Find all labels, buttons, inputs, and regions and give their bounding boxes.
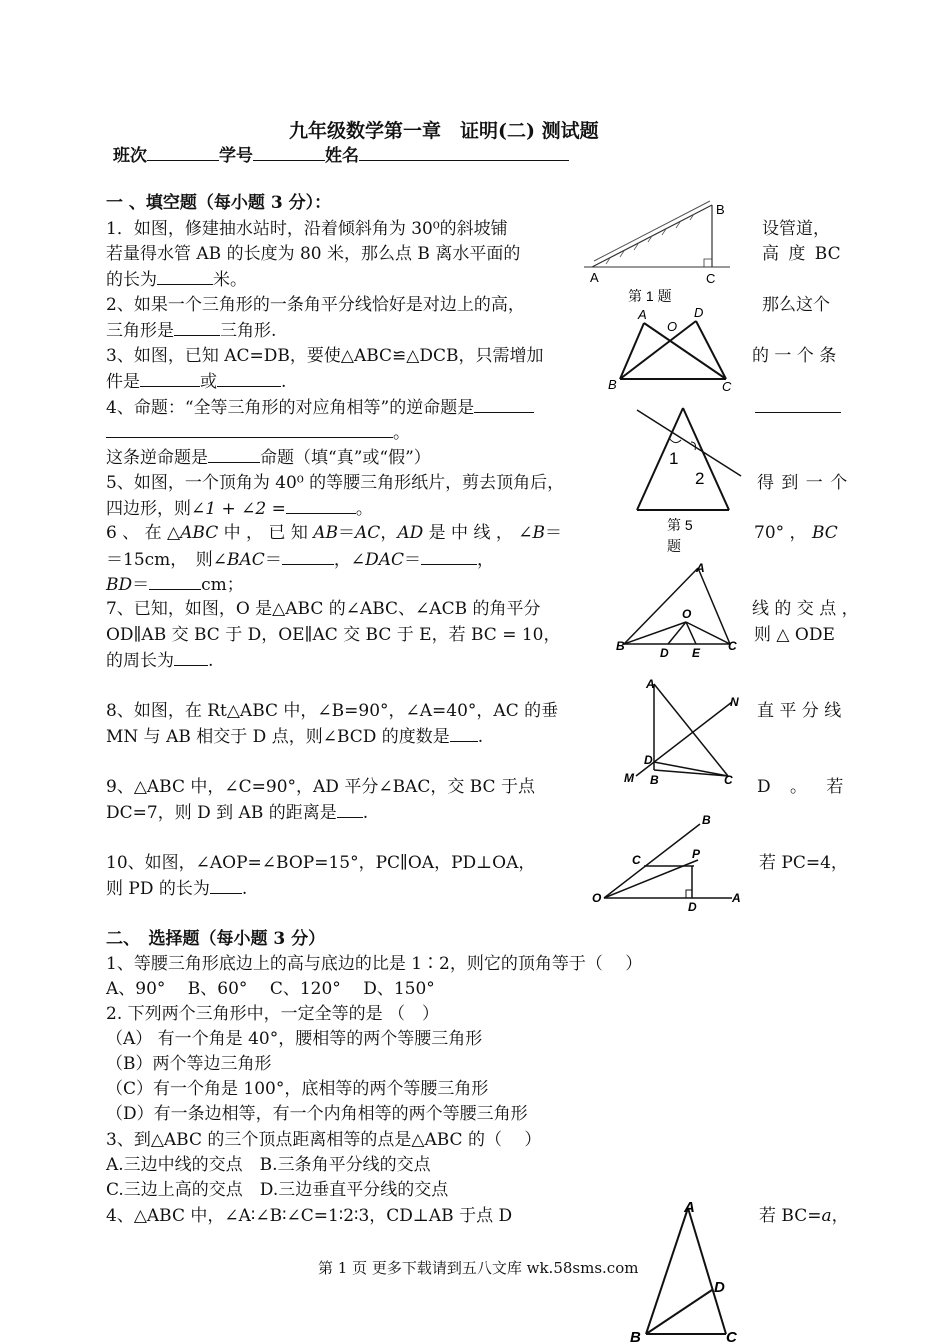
fig1-label-a: A (590, 270, 599, 285)
q9-line1-right: D 。 若 (757, 777, 844, 797)
q6-u7: ， (476, 550, 494, 570)
q6-line1-right (754, 522, 838, 544)
q2-text-b: 三角形. (220, 321, 277, 341)
q3-text-b: 或 (200, 372, 217, 392)
q7-line3 (106, 649, 213, 672)
q6-t4: AB (313, 523, 339, 543)
q5-line2 (106, 497, 373, 520)
figs4-bd (646, 1290, 712, 1334)
q3-line1: 3、如图，已知 AC=DB，要使△ABC≌△DCB，只需增加 (106, 346, 544, 366)
q6-line1 (106, 522, 562, 544)
q6-t3: 中 ， 已 知 (218, 523, 314, 543)
fig1-pipe (594, 201, 710, 261)
q7-line1: 7、已知，如图，O 是△ABC 的∠ABC、∠ACB 的角平分 (106, 599, 541, 619)
s2-q2-stem: 2. 下列两个三角形中，一定全等的是 （ ） (106, 1004, 440, 1024)
q5-line1: 5、如图，一个顶角为 40⁰ 的等腰三角形纸片，剪去顶角后， (106, 473, 565, 493)
fig7-co (686, 622, 730, 644)
fig8-label-m: M (624, 771, 634, 785)
q1-line2: 若量得水管 AB 的长度为 80 米，那么点 B 离水平面的 (106, 244, 521, 264)
fig8-dc (654, 762, 728, 776)
q10-blank[interactable] (210, 877, 242, 894)
fig3-label-a: A (638, 307, 647, 322)
q6-t6: AC (355, 523, 381, 543)
q5-blank[interactable] (286, 497, 356, 514)
fig10-label-p: P (692, 847, 701, 861)
q6-t7: ， (380, 523, 398, 543)
fig7-label-d: D (660, 646, 669, 660)
figs4-label-c: C (726, 1329, 737, 1344)
s2-q2-option-d: （D）有一条边相等，有一个内角相等的两个等腰三角形 (106, 1104, 528, 1124)
q4-line2-end: 。 (393, 423, 410, 443)
s2-q4-r1: 若 BC= (759, 1206, 822, 1226)
fig1-label-b: B (716, 202, 725, 217)
s2-q3-options-ab: A.三边中线的交点 B.三条角平分线的交点 (106, 1155, 431, 1175)
q3-blank-2[interactable] (217, 370, 281, 387)
fig10-label-o: O (592, 891, 602, 905)
fig1-caption: 第 1 题 (628, 288, 672, 304)
fig7-label-o: O (682, 607, 692, 621)
class-label: 班次 (113, 146, 147, 166)
q1-line1: 1．如图，修建抽水站时，沿着倾斜角为 30⁰的斜坡铺 (106, 219, 508, 239)
q5-text-a: 四边形，则 (106, 499, 191, 519)
fig3-label-b: B (608, 377, 617, 392)
q9-blank[interactable] (337, 801, 363, 818)
q4-text: 4、命题：“全等三角形的对应角相等”的逆命题是 (106, 398, 475, 418)
fig5-caption-a: 第 5 (667, 517, 693, 533)
q7-line2: OD∥AB 交 BC 于 D，OE∥AC 交 BC 于 E，若 BC = 10， (106, 625, 561, 645)
s2-q4-line1: 4、△ABC 中，∠A∶∠B∶∠C=1∶2∶3，CD⊥AB 于点 D (106, 1206, 513, 1226)
q9-text-a: DC=7，则 D 到 AB 的距离是 (106, 803, 337, 823)
fig5-label-2: 2 (695, 469, 705, 488)
q6-t10: B (532, 523, 545, 543)
figure-3 (600, 303, 750, 395)
q1-blank[interactable] (157, 268, 213, 285)
fig7-ac (698, 568, 730, 644)
s2-q1-options: A、90° B、60° C、120° D、150° (106, 979, 435, 999)
fig7-ab (624, 568, 698, 644)
fig10-ob (604, 824, 700, 898)
q9-line2 (106, 801, 368, 824)
q9-text-b: . (362, 803, 369, 823)
s2-q4-r2: a (821, 1206, 832, 1226)
q8-line1-right: 直 平 分 线 (757, 701, 842, 721)
q6-u6: ＝ (403, 550, 421, 570)
figure-1 (580, 195, 740, 307)
figure-8 (618, 672, 748, 790)
q1-text-a: 的长为 (106, 270, 157, 290)
figure-s2-q4 (626, 1196, 746, 1344)
figure-7 (612, 560, 752, 660)
figs4-label-b: B (630, 1329, 641, 1344)
name-field[interactable] (359, 144, 569, 161)
fig5-caption-b: 题 (667, 538, 681, 554)
fig7-label-b: B (616, 639, 625, 653)
q6-line3 (106, 573, 244, 596)
figs4-ab (646, 1208, 688, 1334)
page-title: 九年级数学第一章 证明(二) 测试题 (289, 120, 599, 142)
s2-q3-options-cd: C.三边上高的交点 D.三边垂直平分线的交点 (106, 1180, 449, 1200)
q4-line1 (106, 396, 534, 419)
s2-q2-option-a: （A） 有一个角是 40°，腰相等的两个等腰三角形 (106, 1029, 483, 1049)
fig10-label-c: C (632, 853, 641, 867)
q4-blank-1b[interactable] (755, 412, 841, 413)
q2-line1: 2、如果一个三角形的一条角平分线恰好是对边上的高， (106, 295, 525, 315)
q9-line1: 9、△ABC 中，∠C=90°，AD 平分∠BAC，交 BC 于点 (106, 777, 535, 797)
fig5-angle-1-arc (669, 438, 681, 443)
q3-line2 (106, 370, 286, 393)
student-info-line (113, 144, 569, 167)
fig3-label-o: O (667, 319, 678, 334)
q7-text-a: 的周长为 (106, 651, 174, 671)
q6-u4: ，∠ (333, 550, 366, 570)
figure-10 (586, 808, 746, 912)
fig1-label-c: C (706, 271, 716, 286)
fig7-label-c: C (728, 639, 737, 653)
q4-blank-1a[interactable] (474, 396, 534, 413)
fig10-right-angle (686, 890, 692, 898)
q10-line1-right: 若 PC=4， (759, 853, 848, 873)
figure-5 (625, 400, 745, 560)
q6-v3: cm； (201, 575, 244, 595)
q6-u1: ＝15cm， 则∠ (106, 550, 228, 570)
section2-heading: 二、 选择题（每小题 3 分） (106, 929, 326, 949)
fig8-ac (654, 684, 728, 776)
q4-text-b: 命题（填“真”或“假”） (260, 448, 431, 468)
q6-line2 (106, 548, 494, 571)
fig3-label-d: D (694, 305, 704, 320)
q6-u3: ＝ (264, 550, 282, 570)
figs4-label-a: A (684, 1199, 695, 1216)
s2-q1-stem: 1、等腰三角形底边上的高与底边的比是 1∶2，则它的顶角等于（ ） (106, 954, 643, 974)
q6-u5: DAC (365, 550, 404, 570)
q3-blank-1[interactable] (140, 370, 200, 387)
q6-r1: 70° ， (754, 523, 807, 543)
q8-line2 (106, 725, 483, 748)
q2-line2 (106, 319, 276, 342)
q8-text-b: . (477, 727, 484, 747)
q6-t11: ＝ (545, 523, 562, 543)
fig8-label-b: B (650, 773, 659, 787)
q6-t8: AD (397, 523, 424, 543)
q6-blank-3[interactable] (149, 573, 201, 590)
figs4-ac (688, 1208, 726, 1334)
name-label: 姓名 (325, 146, 359, 166)
q3-text-a: 件是 (106, 372, 140, 392)
q7-blank[interactable] (174, 649, 208, 666)
fig8-label-c: C (724, 773, 733, 787)
q2-line1-right: 那么这个 (762, 295, 830, 315)
fig1-right-angle (704, 259, 712, 267)
q7-line2-right: 则 △ ODE (754, 625, 835, 645)
q5-text-c: 。 (355, 499, 373, 519)
s2-q2-option-c: （C）有一个角是 100°，底相等的两个等腰三角形 (106, 1079, 489, 1099)
q6-blank-1[interactable] (282, 548, 334, 565)
q1-line1-right: 设管道， (762, 219, 830, 239)
q6-blank-2[interactable] (421, 548, 477, 565)
page-footer: 第 1 页 更多下载请到五八文库 wk.58sms.com (318, 1259, 639, 1277)
q7-text-b: . (208, 651, 214, 671)
class-field[interactable] (147, 144, 219, 161)
q2-blank[interactable] (174, 319, 220, 336)
fig8-bc (654, 770, 728, 776)
q6-u2: BAC (227, 550, 265, 570)
q10-line1: 10、如图，∠AOP=∠BOP=15°，PC∥OA，PD⊥OA， (106, 853, 536, 873)
q8-text-a: MN 与 AB 相交于 D 点，则∠BCD 的度数是 (106, 727, 450, 747)
fig7-label-e: E (692, 646, 701, 660)
fig8-label-d: D (644, 753, 653, 767)
q6-t9: 是 中 线 ， ∠ (423, 523, 533, 543)
fig7-label-a: A (696, 561, 705, 575)
fig3-dc (696, 321, 726, 379)
student-id-field[interactable] (253, 144, 325, 161)
fig8-label-a: A (646, 677, 655, 691)
fig10-label-d: D (688, 900, 697, 912)
section1-heading: 一 、填空题（每小题 3 分）： (106, 193, 332, 213)
q4-line3 (106, 446, 431, 469)
s2-q4-r3: ， (831, 1206, 849, 1226)
fig5-right-side (683, 408, 729, 510)
q7-line1-right: 线 的 交 点 ， (752, 599, 859, 619)
q3-text-c: . (281, 372, 287, 392)
q10-text-b: . (241, 879, 248, 899)
fig10-label-a: A (732, 891, 741, 905)
q6-v1: BD (106, 575, 133, 595)
s2-q3-stem: 3、到△ABC 的三个顶点距离相等的点是△ABC 的（ ） (106, 1130, 542, 1150)
q3-line1-right: 的 一 个 条 (752, 346, 837, 366)
figs4-label-d: D (714, 1279, 725, 1296)
q6-t2: ABC (180, 523, 219, 543)
q8-line1: 8、如图，在 Rt△ABC 中，∠B=90°，∠A=40°，AC 的垂 (106, 701, 559, 721)
q4-text-a: 这条逆命题是 (106, 448, 208, 468)
q4-blank-1c[interactable] (106, 421, 393, 438)
student-id-label: 学号 (219, 146, 253, 166)
q10-text-a: 则 PD 的长为 (106, 879, 210, 899)
s2-q2-option-b: （B）两个等边三角形 (106, 1054, 272, 1074)
q8-blank[interactable] (450, 725, 478, 742)
fig3-label-c: C (722, 379, 732, 394)
q1-line2-right: 高 度 BC (762, 244, 841, 264)
q5-formula: ∠1 + ∠2 = (191, 499, 286, 519)
q6-t5: ＝ (338, 523, 356, 543)
s2-q4-line1-right (759, 1205, 849, 1227)
fig8-label-n: N (730, 695, 739, 709)
q6-t1: 6 、 在 △ (106, 523, 181, 543)
q6-r2: BC (811, 523, 838, 543)
q5-line1-right: 得 到 一 个 (757, 473, 848, 493)
fig5-label-1: 1 (669, 449, 679, 468)
q6-v2: ＝ (132, 575, 150, 595)
q10-line2 (106, 877, 247, 900)
q2-text-a: 三角形是 (106, 321, 174, 341)
q4-line2 (106, 421, 410, 444)
fig10-label-b: B (702, 813, 711, 827)
q1-text-b: 米。 (213, 270, 247, 290)
q1-line3 (106, 268, 247, 291)
q4-blank-2[interactable] (208, 446, 260, 463)
